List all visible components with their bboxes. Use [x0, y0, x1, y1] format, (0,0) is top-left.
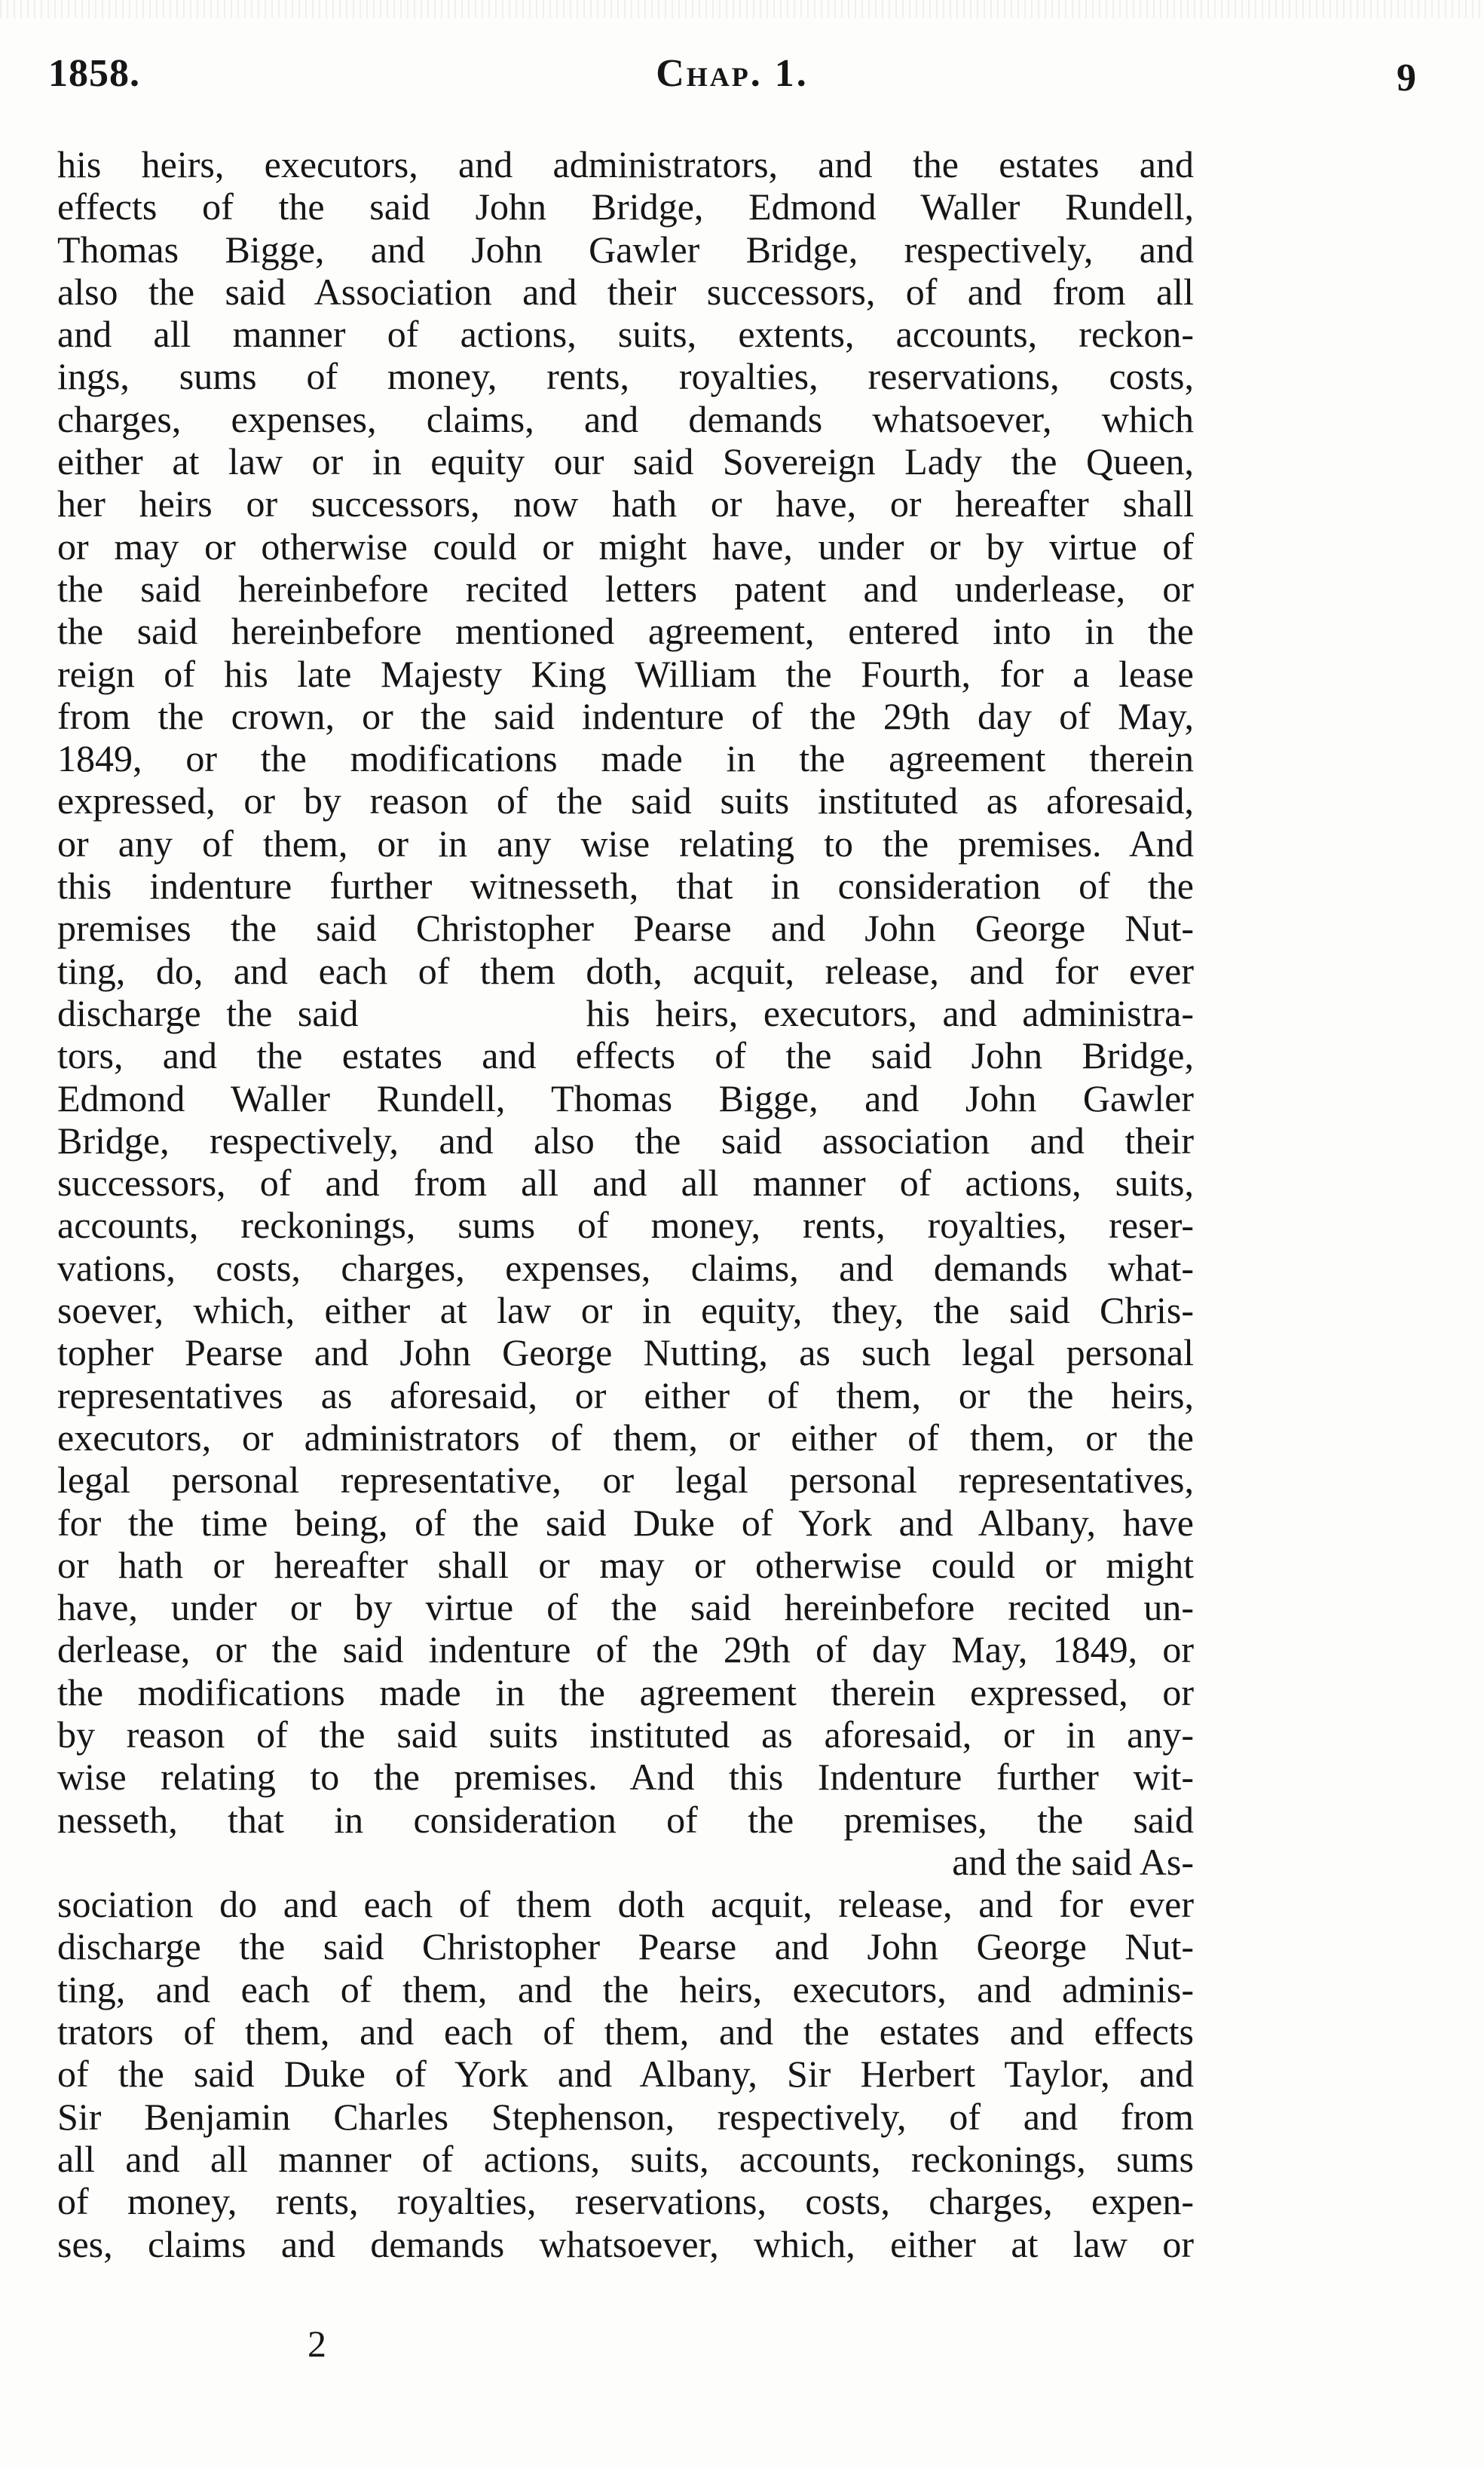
- text-line: successors, of and from all and all manner of actions, suits,: [57, 1162, 1194, 1205]
- text-line: the modifications made in the agreement therein expressed, or: [57, 1670, 1194, 1713]
- text-line: reign of his late Majesty King William the Fourth, for a lease: [57, 652, 1194, 695]
- text-line: all and all manner of actions, suits, accounts, reckonings, sums: [57, 2137, 1194, 2180]
- text-line: expressed, or by reason of the said suits instituted as aforesaid,: [57, 779, 1194, 822]
- text-line: representatives as aforesaid, or either of them, or the heirs,: [57, 1373, 1194, 1416]
- text-line: nesseth, that in consideration of the premises, the said: [57, 1798, 1194, 1841]
- text-line: wise relating to the premises. And this Indenture further wit-: [57, 1756, 1194, 1799]
- text-line: the said hereinbefore recited letters patent and underlease, or: [57, 567, 1194, 610]
- text-line: 1849, or the modifications made in the agreement therein: [57, 737, 1194, 780]
- text-line: ses, claims and demands whatsoever, which, either at law or: [57, 2222, 1194, 2265]
- text-line: accounts, reckonings, sums of money, rents, royalties, reser-: [57, 1204, 1194, 1247]
- text-line: this indenture further witnesseth, that in consideration of the: [57, 865, 1194, 908]
- text-line: soever, which, either at law or in equity, they, the said Chris-: [57, 1289, 1194, 1332]
- text-line: ings, sums of money, rents, royalties, reservations, costs,: [57, 355, 1194, 398]
- text-line: ting, and each of them, and the heirs, executors, and adminis-: [57, 1967, 1194, 2010]
- header-chapter: Chap. 1.: [656, 52, 809, 95]
- text-line: his heirs, executors, and administrators, and the estates and: [57, 143, 1194, 185]
- text-line: have, under or by virtue of the said hereinbefore recited un-: [57, 1586, 1194, 1629]
- scan-edge-texture: [0, 0, 1484, 18]
- text-line: either at law or in equity our said Sovereign Lady the Queen,: [57, 440, 1194, 483]
- text-line: executors, or administrators of them, or either of them, or the: [57, 1416, 1194, 1459]
- text-line: vations, costs, charges, expenses, claims, and demands what-: [57, 1246, 1194, 1289]
- text-line: or may or otherwise could or might have, under or by virtue of: [57, 525, 1194, 568]
- text-line: Sir Benjamin Charles Stephenson, respectively, of and from: [57, 2095, 1194, 2138]
- text-line: ting, do, and each of them doth, acquit, release, and for ever: [57, 949, 1194, 992]
- header-page-number: 9: [1397, 57, 1416, 100]
- text-line: sociation do and each of them doth acquit, release, and for ever: [57, 1883, 1194, 1926]
- text-line: the said hereinbefore mentioned agreement, entered into in the: [57, 610, 1194, 653]
- text-line: and the said As-: [952, 1840, 1194, 1883]
- text-line: of the said Duke of York and Albany, Sir Herbert Taylor, and: [57, 2053, 1194, 2096]
- text-line: and all manner of actions, suits, extents, accounts, reckon-: [57, 313, 1194, 356]
- text-line: derlease, or the said indenture of the 29th of day May, 1849, or: [57, 1628, 1194, 1671]
- text-line: also the said Association and their successors, of and from all: [57, 270, 1194, 313]
- text-line: her heirs or successors, now hath or have, or hereafter shall: [57, 482, 1194, 525]
- text-line: tors, and the estates and effects of the said John Bridge,: [57, 1034, 1194, 1077]
- running-header: [48, 51, 1416, 112]
- text-line: from the crown, or the said indenture of the 29th day of May,: [57, 694, 1194, 737]
- text-line: of money, rents, royalties, reservations, costs, charges, expen-: [57, 2180, 1194, 2223]
- text-line: discharge the said his heirs, executors, and administra-: [57, 991, 1194, 1034]
- text-line: by reason of the said suits instituted as aforesaid, or in any-: [57, 1713, 1194, 1756]
- text-line: or any of them, or in any wise relating to the premises. And: [57, 822, 1194, 865]
- text-line: effects of the said John Bridge, Edmond Waller Rundell,: [57, 185, 1194, 228]
- signature-mark: 2: [308, 2323, 326, 2365]
- text-line: Edmond Waller Rundell, Thomas Bigge, and John Gawler: [57, 1076, 1194, 1119]
- text-line: discharge the said Christopher Pearse and John George Nut-: [57, 1925, 1194, 1968]
- text-line: trators of them, and each of them, and the estates and effects: [57, 2010, 1194, 2053]
- body-text: [57, 143, 1194, 2265]
- text-line: topher Pearse and John George Nutting, as such legal personal: [57, 1331, 1194, 1374]
- text-line: or hath or hereafter shall or may or otherwise could or might: [57, 1543, 1194, 1586]
- text-line: Bridge, respectively, and also the said association and their: [57, 1119, 1194, 1162]
- text-line: legal personal representative, or legal personal representatives,: [57, 1459, 1194, 1502]
- text-line: charges, expenses, claims, and demands whatsoever, which: [57, 397, 1194, 440]
- text-line: for the time being, of the said Duke of York and Albany, have: [57, 1501, 1194, 1544]
- header-year: 1858.: [48, 52, 140, 95]
- text-line: premises the said Christopher Pearse and John George Nut-: [57, 907, 1194, 950]
- text-line: Thomas Bigge, and John Gawler Bridge, respectively, and: [57, 228, 1194, 271]
